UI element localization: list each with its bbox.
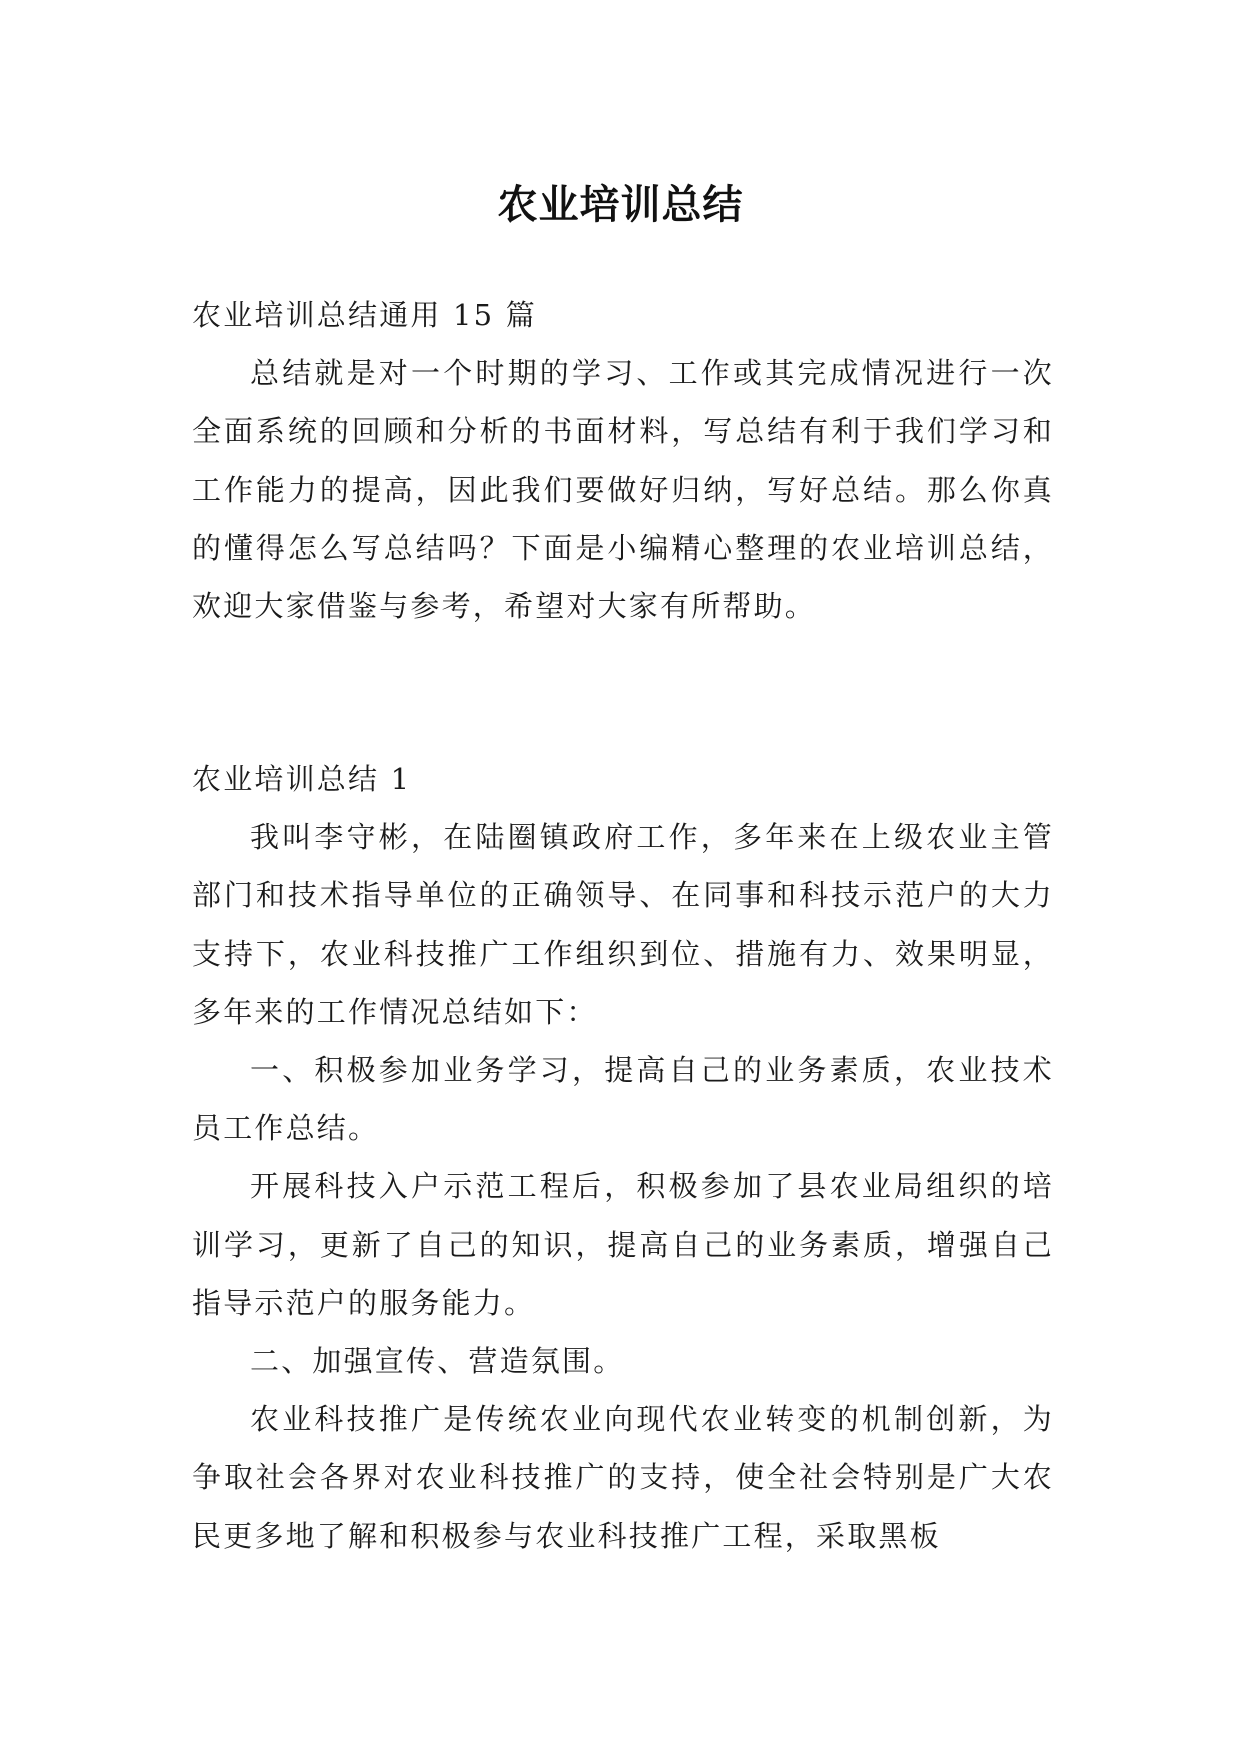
section-paragraph: 二、加强宣传、营造氛围。 [250, 1344, 625, 1379]
document-title: 农业培训总结 [497, 181, 744, 228]
document-subtitle: 农业培训总结通用 15 篇 [192, 298, 537, 332]
section-heading: 农业培训总结 1 [192, 762, 412, 796]
section-paragraph: 我叫李守彬，在陆圈镇政府工作，多年来在上级农业主管部门和技术指导单位的正确领导、在同事和科技示范户的大力支持下，农业科技推广工作组织到位、措施有力、效果明显，多年来的工作情况总结如下： [192, 820, 1054, 1029]
section-paragraph: 一、积极参加业务学习，提高自己的业务素质，农业技术员工作总结。 [192, 1053, 1054, 1146]
intro-block [192, 286, 1054, 635]
section-paragraph: 农业科技推广是传统农业向现代农业转变的机制创新，为争取社会各界对农业科技推广的支持，使全社会特别是广大农民更多地了解和积极参与农业科技推广工程，采取黑板 [192, 1402, 1054, 1553]
section-1 [192, 750, 1054, 1565]
intro-paragraph: 总结就是对一个时期的学习、工作或其完成情况进行一次全面系统的回顾和分析的书面材料，写总结有利于我们学习和工作能力的提高，因此我们要做好归纳，写好总结。那么你真的懂得怎么写总结吗？下面是小编精心整理的农业培训总结，欢迎大家借鉴与参考，希望对大家有所帮助。 [192, 356, 1054, 624]
section-paragraph: 开展科技入户示范工程后，积极参加了县农业局组织的培训学习，更新了自己的知识，提高自己的业务素质，增强自己指导示范户的服务能力。 [192, 1169, 1054, 1320]
